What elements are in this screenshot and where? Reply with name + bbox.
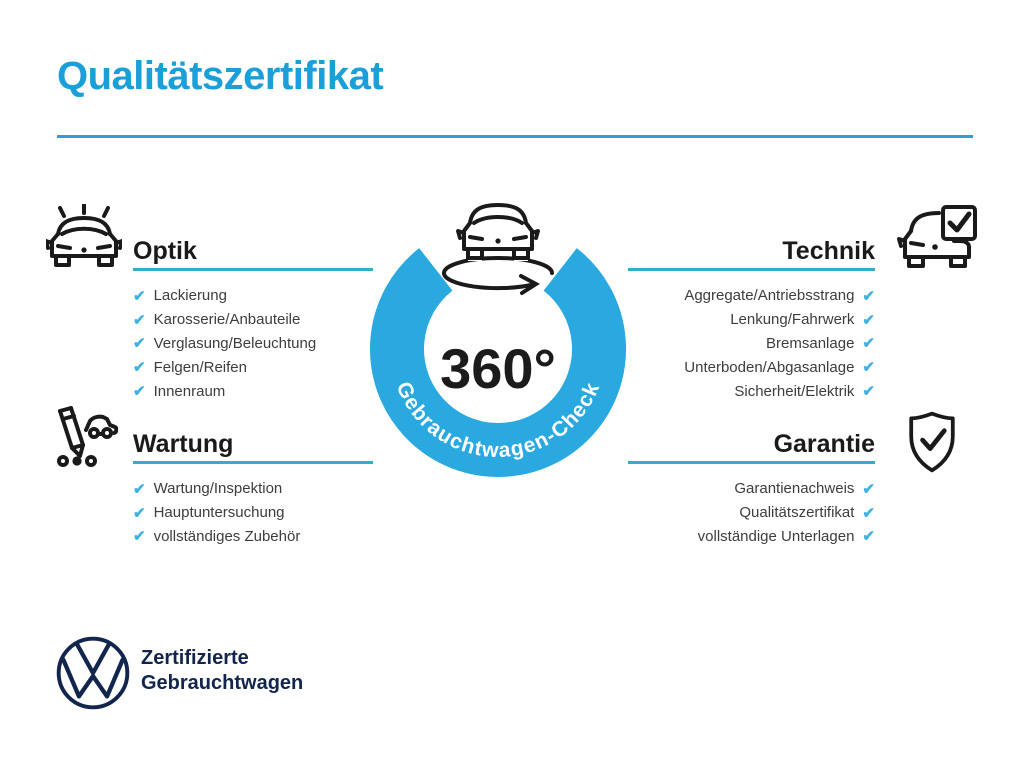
footer-line1: Zertifizierte: [141, 647, 249, 669]
check-item-label: Wartung/Inspektion: [153, 480, 283, 498]
check-icon: ✔: [862, 504, 875, 522]
pencil-car-checklist-icon: [46, 402, 118, 470]
check-icon: ✔: [862, 359, 875, 377]
check-icon: ✔: [133, 504, 146, 522]
check-item: [133, 355, 316, 379]
check-item-label: Unterboden/Abgasanlage: [684, 358, 855, 376]
check-item-label: Felgen/Reifen: [153, 358, 247, 376]
ring-label-curved: Gebrauchtwagen-Check: [391, 378, 605, 463]
vw-logo: [54, 634, 132, 712]
check-icon: ✔: [133, 480, 146, 498]
check-item-label: Innenraum: [153, 382, 226, 400]
section-underline-wartung: [133, 461, 373, 464]
check-item: [133, 525, 300, 549]
shield-check-icon: [901, 408, 963, 476]
check-item: [133, 284, 316, 308]
check-item-label: Karosserie/Anbauteile: [153, 311, 301, 329]
title-divider: [57, 135, 973, 138]
footer-brand-text: [141, 646, 303, 696]
check-item: [560, 525, 875, 549]
check-item: [133, 308, 316, 332]
check-item: [133, 477, 300, 501]
check-item-label: Aggregate/Antriebsstrang: [684, 287, 855, 305]
car-checkbox-icon: [897, 204, 979, 280]
check-item-label: Lenkung/Fahrwerk: [730, 311, 855, 329]
car-rotation-icon: [458, 205, 538, 261]
check-item-label: Bremsanlage: [766, 334, 855, 352]
check-item-label: Lackierung: [153, 287, 227, 305]
check-icon: ✔: [133, 383, 146, 401]
check-icon: ✔: [862, 335, 875, 353]
check-icon: ✔: [862, 287, 875, 305]
check-item-label: vollständige Unterlagen: [697, 527, 855, 545]
check-item-label: Qualitätszertifikat: [739, 504, 855, 522]
check-icon: ✔: [862, 311, 875, 329]
check-item-label: vollständiges Zubehör: [153, 527, 301, 545]
check-icon: ✔: [862, 528, 875, 546]
check-icon: ✔: [133, 359, 146, 377]
section-title-optik: Optik: [133, 237, 197, 265]
check-icon: ✔: [862, 480, 875, 498]
section-title-wartung: Wartung: [133, 430, 234, 458]
check-item: [133, 332, 316, 356]
section-underline-garantie: [628, 461, 875, 464]
degrees-label: 360°: [440, 337, 556, 400]
section-title-technik: Technik: [782, 237, 875, 265]
section-list-wartung: [133, 477, 300, 548]
section-underline-optik: [133, 268, 373, 271]
check-icon: ✔: [133, 311, 146, 329]
section-list-optik: [133, 284, 316, 403]
check-item-label: Sicherheit/Elektrik: [734, 382, 855, 400]
check-item: [133, 379, 316, 403]
check-item-label: Garantienachweis: [734, 480, 855, 498]
page-title: Qualitätszertifikat: [57, 54, 384, 98]
section-title-garantie: Garantie: [773, 430, 875, 458]
car-shine-icon: [46, 204, 122, 274]
check-icon: ✔: [133, 528, 146, 546]
check-icon: ✔: [862, 383, 875, 401]
badge-360-check: [359, 185, 639, 505]
check-icon: ✔: [133, 287, 146, 305]
rotation-arrow: [444, 258, 552, 293]
check-item-label: Hauptuntersuchung: [153, 504, 285, 522]
section-underline-technik: [628, 268, 875, 271]
footer-line2: Gebrauchtwagen: [141, 672, 304, 694]
check-item-label: Verglasung/Beleuchtung: [153, 334, 317, 352]
check-icon: ✔: [133, 335, 146, 353]
check-item: [133, 501, 300, 525]
